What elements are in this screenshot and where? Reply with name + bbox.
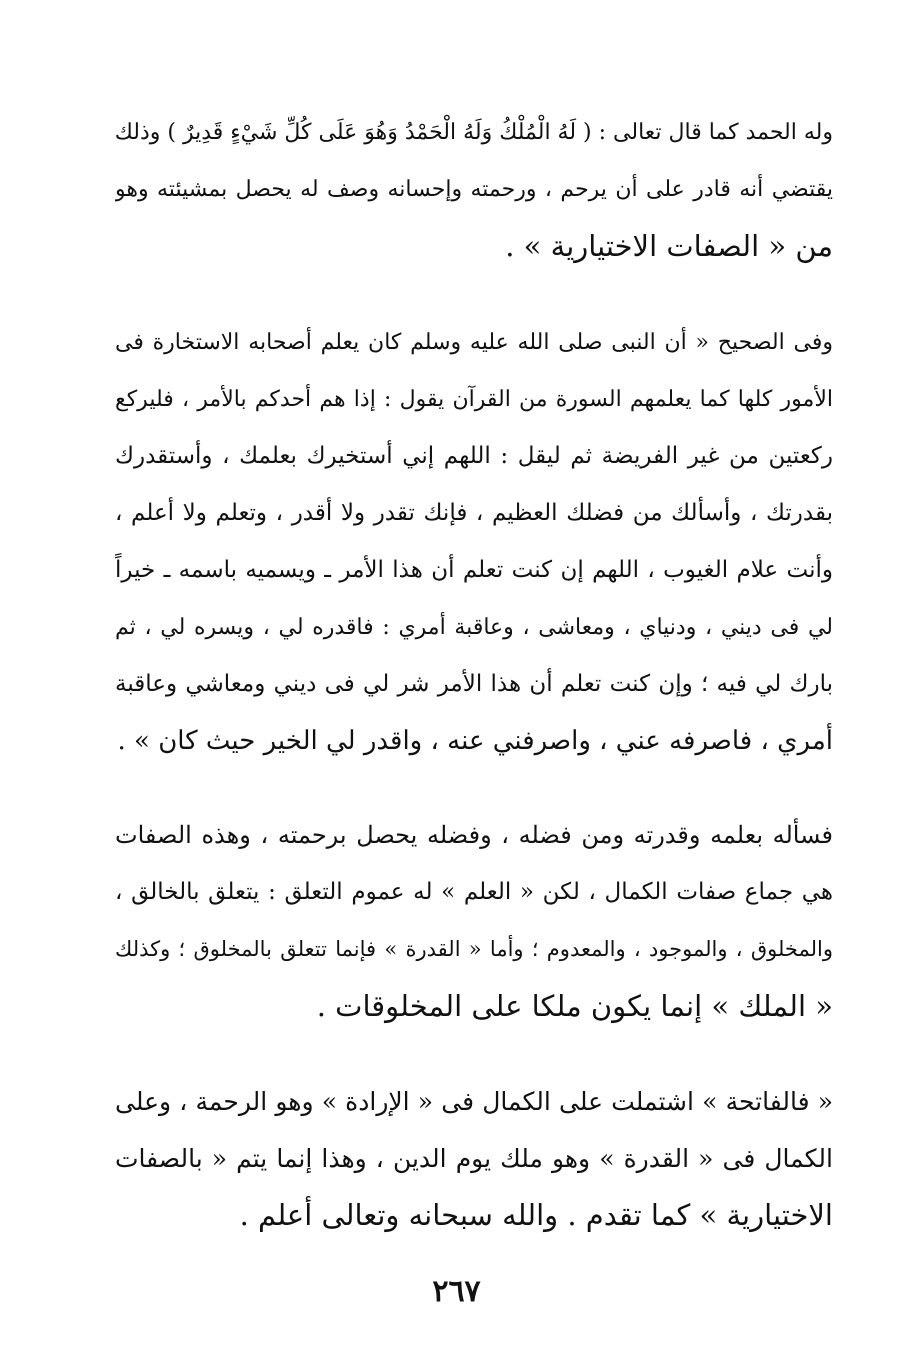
text-line: بارك لي فيه ؛ وإن كنت تعلم أن هذا الأمر شر لي فى ديني ومعاشي وعاقبة bbox=[115, 671, 833, 697]
text-line: هي جماع صفات الكمال ، لكن « العلم » له عموم التعلق : يتعلق بالخالق ، bbox=[115, 879, 833, 905]
text-line: وأنت علام الغيوب ، اللهم إن كنت تعلم أن هذا الأمر ـ ويسميه باسمه ـ خيراً bbox=[115, 557, 833, 583]
text-line: وفى الصحيح « أن النبى صلى الله عليه وسلم كان يعلم أصحابه الاستخارة فى bbox=[115, 330, 833, 355]
text-line: أمري ، فاصرفه عني ، واصرفني عنه ، واقدر لي الخير حيث كان » . bbox=[117, 726, 833, 756]
page-number: ٢٦٧ bbox=[432, 1274, 481, 1309]
text-line: ركعتين من غير الفريضة ثم ليقل : اللهم إني أستخيرك بعلمك ، وأستقدرك bbox=[115, 443, 833, 469]
text-line: لي فى ديني ، ودنياي ، ومعاشى ، وعاقبة أمري : فاقدره لي ، ويسره لي ، ثم bbox=[115, 615, 833, 640]
text-line: فسأله بعلمه وقدرته ومن فضله ، وفضله يحصل برحمته ، وهذه الصفات bbox=[115, 821, 833, 849]
text-line: من « الصفات الاختيارية » . bbox=[505, 229, 833, 263]
text-line: « فالفاتحة » اشتملت على الكمال فى « الإرادة » وهو الرحمة ، وعلى bbox=[115, 1087, 833, 1116]
paragraph-divine-praise bbox=[115, 104, 833, 275]
paragraph-istikhara-hadith bbox=[115, 314, 833, 770]
text-line: يقتضي أنه قادر على أن يرحم ، ورحمته وإحسانه وصف له يحصل بمشيئته وهو bbox=[115, 177, 833, 202]
text-line: « الملك » إنما يكون ملكا على المخلوقات . bbox=[316, 989, 833, 1023]
text-line: بقدرتك ، وأسألك من فضلك العظيم ، فإنك تقدر ولا أقدر ، وتعلم ولا أعلم ، bbox=[115, 500, 833, 526]
paragraph-attributes-of-perfection bbox=[115, 807, 833, 1035]
text-line: والمخلوق ، والموجود ، والمعدوم ؛ وأما « القدرة » فإنما تتعلق بالمخلوق ؛ وكذلك bbox=[115, 937, 833, 961]
paragraph-al-fatiha bbox=[115, 1073, 833, 1244]
text-line: الأمور كلها كما يعلمهم السورة من القرآن يقول : إذا هم أحدكم بالأمر ، فليركع bbox=[115, 387, 833, 412]
text-line: الاختيارية » كما تقدم . والله سبحانه وتعالى أعلم . bbox=[239, 1198, 833, 1232]
text-line: الكمال فى « القدرة » وهو ملك يوم الدين ، وهذا إنما يتم « بالصفات bbox=[115, 1144, 833, 1173]
text-line: وله الحمد كما قال تعالى : ( لَهُ الْمُلْكُ وَلَهُ الْحَمْدُ وَهُوَ عَلَى كُلِّ شَيْءٍ قَدِيرٌ ) وذلك bbox=[115, 120, 833, 145]
